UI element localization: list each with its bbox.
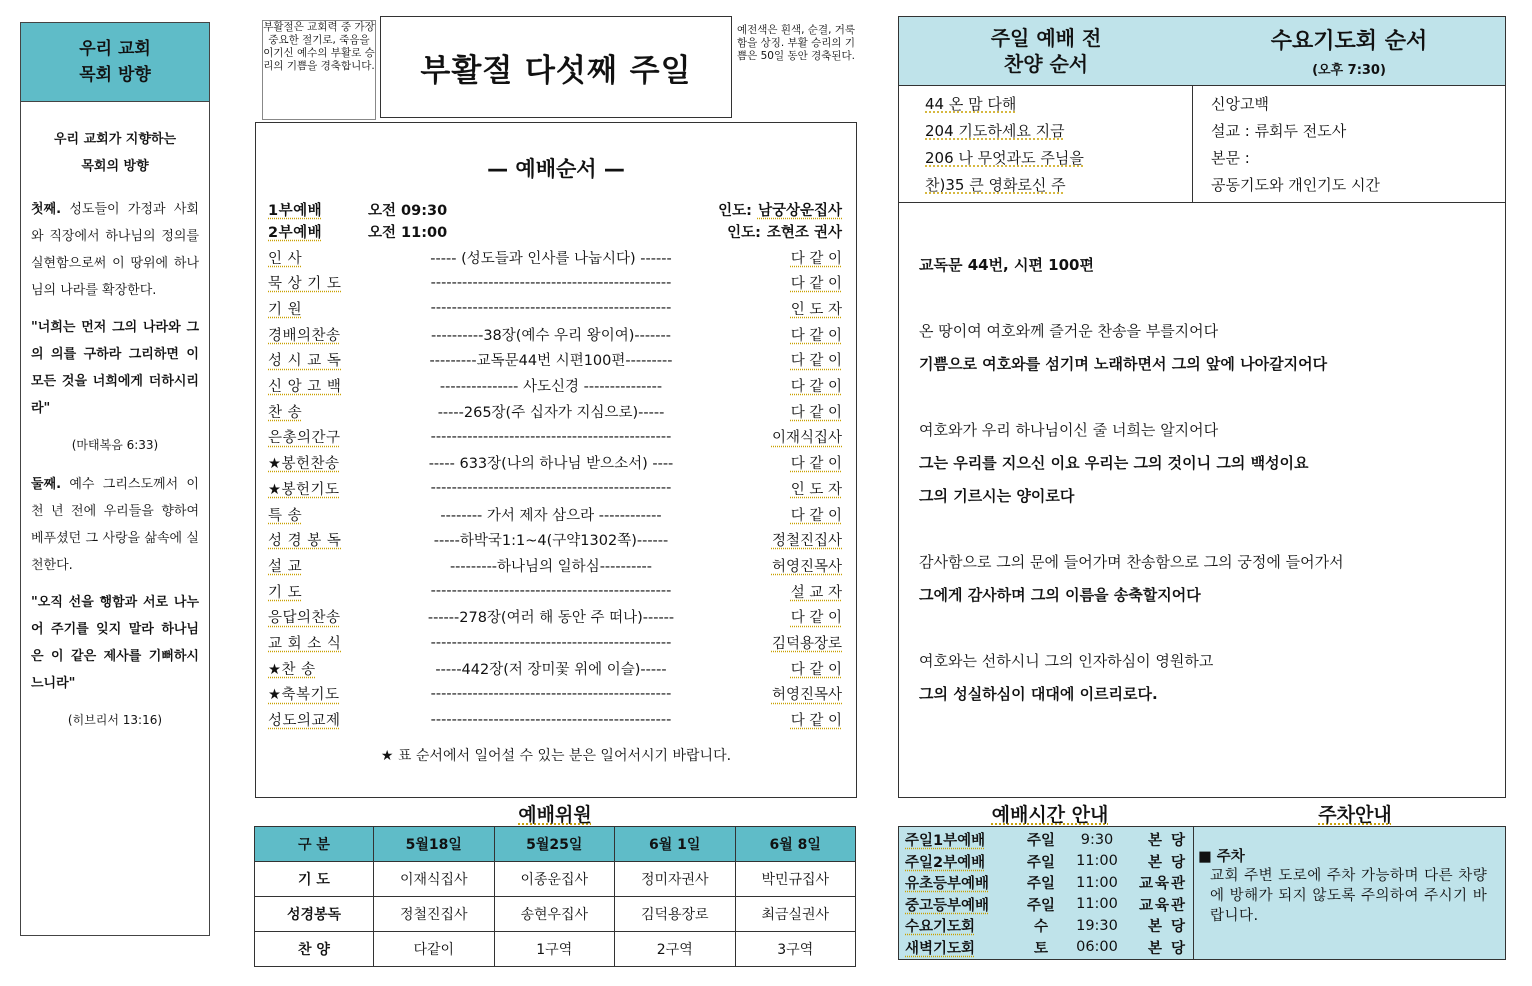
order-item-label: 찬 송 (268, 404, 303, 421)
order-item-leader: 정철진집사 (771, 533, 842, 550)
wednesday-item: 설교 : 류회두 전도사 (1211, 122, 1347, 140)
page-title: 부활절 다섯째 주일 (380, 16, 732, 118)
wednesday-heading (1193, 17, 1505, 86)
worship-order (255, 122, 857, 798)
liturgical-color-note: 예전색은 흰색, 순결, 거룩함을 상징. 부활 승리의 기쁨은 50일 동안 경축된다. (736, 24, 856, 62)
order-item-leader: 이재식집사 (771, 430, 842, 447)
order-item-label: 경배의찬송 (268, 327, 341, 344)
order-item-leader: 다 같 이 (790, 353, 842, 370)
order-item-detail: ----------38장(예수 우리 왕이여)------- (431, 327, 671, 344)
order-item (268, 476, 842, 500)
committee-row (255, 862, 856, 897)
reading-title: 교독문 44번, 시편 100편 (919, 256, 1094, 274)
service-time-row (905, 829, 1187, 851)
order-item (268, 553, 842, 577)
order-item (268, 579, 842, 603)
reading-line: 그는 우리를 지으신 이요 우리는 그의 것이니 그의 백성이요 (919, 454, 1309, 472)
order-item-detail: ---------교독문44번 시편100편--------- (429, 353, 673, 370)
order-item (268, 374, 842, 398)
mission-second-quote: "오직 선을 행함과 서로 나누어 주기를 잊지 말라 하나님은 이 같은 제사를 기뻐하시느니라" (31, 595, 199, 691)
mission-second-label: 둘째. (31, 477, 62, 492)
committee-row (255, 897, 856, 932)
committee-table (254, 826, 856, 967)
order-item-detail: ---------------------------------------------- (430, 428, 672, 445)
order-item-detail: -----하박국1:1~4(구약1302쪽)------ (433, 533, 669, 550)
order-item-label: 성 시 교 독 (268, 353, 342, 370)
order-item (268, 708, 842, 732)
service-1-row (268, 197, 842, 221)
order-item-detail: ---------하나님의 일하심---------- (449, 558, 653, 575)
order-item-label: 기 원 (268, 301, 303, 318)
committee-member: 김덕용장로 (615, 897, 736, 932)
reading-spacer (919, 282, 1485, 315)
order-item-detail: ---------------------------------------------- (430, 480, 672, 497)
order-item-detail: ----- (성도들과 인사를 나눕시다) ------ (430, 250, 672, 267)
service-time-row (905, 851, 1187, 873)
committee-member: 2구역 (615, 932, 736, 967)
wednesday-order-list (1193, 85, 1505, 203)
order-item-detail: ------278장(여러 해 동안 주 떠나)------ (427, 610, 675, 627)
reading-line: 감사함으로 그의 문에 들어가며 찬송함으로 그의 궁정에 들어가서 (919, 553, 1344, 571)
service-time: 19:30 (1076, 917, 1118, 934)
mission-panel (20, 22, 210, 936)
committee-member: 이종운집사 (494, 862, 615, 897)
parking-text: 교회 주변 도로에 주차 가능하며 다른 차량에 방해가 되지 않도록 주의하여 주시기 바랍니다. (1210, 868, 1488, 924)
order-item-leader: 설 교 자 (790, 584, 842, 601)
order-item-detail: ---------------------------------------------- (430, 634, 672, 651)
order-item (268, 245, 842, 269)
order-item-detail: ---------------------------------------------- (430, 300, 672, 317)
service-day: 토 (1033, 940, 1048, 957)
order-item (268, 399, 842, 423)
committee-body (255, 862, 856, 967)
order-item-leader: 다 같 이 (790, 713, 842, 730)
order-item-detail: --------------- 사도신경 --------------- (439, 379, 663, 395)
order-item-label: 묵 상 기 도 (268, 276, 342, 293)
committee-member: 박민규집사 (735, 862, 856, 897)
order-item-label: 설 교 (268, 558, 303, 575)
responsive-reading (919, 249, 1485, 711)
committee-member: 1구역 (494, 932, 615, 967)
service-time-row (905, 915, 1187, 937)
order-item-label: 성도의교제 (268, 713, 341, 730)
praise-heading-line1: 주일 예배 전 (990, 26, 1102, 50)
mission-second-text: 예수 그리스도께서 이천 년 전에 우리들을 향하여 베푸셨던 그 사랑을 삶속에 실천한다. (31, 477, 199, 573)
mission-first (31, 196, 199, 304)
service-times (898, 826, 1194, 960)
order-item-leader: 김덕용장로 (771, 636, 842, 652)
service-time: 11:00 (1076, 874, 1118, 891)
service-name: 주일2부예배 (905, 854, 986, 871)
service-name: 새벽기도회 (905, 940, 976, 957)
order-item-detail: ---------------------------------------------- (430, 711, 672, 728)
order-item (268, 322, 842, 346)
service-name: 유초등부예배 (905, 876, 990, 893)
order-item (268, 296, 842, 320)
service-2-leader: 조현조 권사 (766, 224, 842, 241)
committee-header-cell: 6월 1일 (615, 827, 736, 862)
committee-header-cell: 6월 8일 (735, 827, 856, 862)
service-place: 본 당 (1147, 919, 1187, 936)
mission-second-ref: (히브리서 13:16) (67, 713, 163, 727)
service-2-label: 2부예배 (268, 224, 323, 241)
order-item (268, 631, 842, 655)
mission-heading-line1: 우리 교회 (79, 39, 151, 59)
mission-first-label: 첫째. (31, 202, 62, 217)
wednesday-subtitle: (오후 7:30) (1312, 63, 1386, 78)
order-item-leader: 다 같 이 (790, 661, 842, 678)
committee-row (255, 932, 856, 967)
order-item-leader: 다 같 이 (790, 276, 842, 293)
praise-song: 찬)35 큰 영화로신 주 (925, 176, 1066, 194)
right-panel (898, 16, 1506, 798)
order-item-label: ★봉헌찬송 (268, 456, 340, 473)
order-item-label: 신 앙 고 백 (268, 379, 342, 395)
order-item-leader: 다 같 이 (790, 327, 842, 344)
service-name: 수요기도회 (905, 919, 976, 936)
order-item-label: ★봉헌기도 (268, 481, 340, 498)
order-item (268, 528, 842, 552)
times-title: 예배시간 안내 (991, 804, 1109, 826)
praise-song: 206 나 무엇과도 주님을 (925, 149, 1084, 167)
reading-line: 여호와가 우리 하나님이신 줄 너희는 알지어다 (919, 421, 1219, 439)
order-item-label: 응답의찬송 (268, 610, 341, 627)
service-place: 본 당 (1147, 854, 1187, 871)
service-day: 주일 (1026, 854, 1055, 871)
reading-line: 그의 기르시는 양이로다 (919, 487, 1075, 505)
service-1-label: 1부예배 (268, 202, 323, 219)
service-day: 주일 (1026, 897, 1055, 914)
order-item (268, 682, 842, 706)
mission-intro-2: 목회의 방향 (81, 159, 149, 174)
service-time-row (905, 894, 1187, 916)
service-time: 11:00 (1076, 853, 1118, 870)
order-item-detail: ----- 633장(나의 하나님 받으소서) ---- (428, 456, 674, 473)
order-item-leader: 다 같 이 (790, 610, 842, 627)
order-item-detail: -----265장(주 십자가 지심으로)----- (437, 404, 665, 421)
service-place: 교육관 (1138, 897, 1187, 914)
committee-title: 예배위원 (518, 804, 592, 826)
order-item-leader: 허영진목사 (771, 687, 842, 704)
reading-line: 그의 성실하심이 대대에 이르리로다. (919, 685, 1158, 703)
service-2-row (268, 219, 842, 243)
committee-member: 정철진집사 (374, 897, 495, 932)
mission-second (31, 471, 199, 579)
service-day: 수 (1033, 919, 1048, 936)
service-day: 주일 (1026, 833, 1055, 850)
committee-header-cell: 5월25일 (494, 827, 615, 862)
mission-body (21, 102, 209, 756)
standing-footnote: ★ 표 순서에서 일어설 수 있는 분은 일어서시기 바랍니다. (380, 748, 732, 764)
mission-intro-1: 우리 교회가 지향하는 (53, 132, 177, 147)
committee-role: 기 도 (255, 862, 374, 897)
order-item-label: 인 사 (268, 250, 303, 267)
committee-member: 송현우집사 (494, 897, 615, 932)
service-time-row (905, 937, 1187, 959)
mission-heading (21, 23, 209, 102)
order-item-label: 특 송 (268, 507, 303, 524)
service-place: 교육관 (1138, 876, 1187, 893)
committee-member: 다같이 (374, 932, 495, 967)
order-item-leader: 인 도 자 (790, 301, 842, 318)
wednesday-title: 수요기도회 순서 (1270, 29, 1428, 54)
order-item-label: ★축복기도 (268, 687, 340, 704)
wednesday-item: 공동기도와 개인기도 시간 (1211, 176, 1380, 194)
service-2-leader-label: 인도: (727, 224, 761, 241)
praise-song-list (899, 85, 1193, 203)
order-item-leader: 인 도 자 (790, 481, 842, 498)
order-item (268, 605, 842, 629)
order-item (268, 348, 842, 372)
order-item-label: 교 회 소 식 (268, 636, 342, 652)
committee-member: 이재식집사 (374, 862, 495, 897)
order-item (268, 502, 842, 526)
order-item (268, 656, 842, 680)
service-day: 주일 (1026, 876, 1055, 893)
praise-song: 44 온 맘 다해 (925, 95, 1017, 113)
reading-line: 기쁨으로 여호와를 섬기며 노래하면서 그의 앞에 나아갈지어다 (919, 355, 1328, 373)
order-item-leader: 다 같 이 (790, 250, 842, 267)
order-item-leader: 다 같 이 (790, 404, 842, 421)
order-item-label: 은총의간구 (268, 430, 341, 447)
order-item-leader: 다 같 이 (790, 507, 842, 524)
reading-line (919, 612, 1485, 645)
easter-note: 부활절은 교회력 중 가장 중요한 절기로, 죽음을 이기신 예수의 부활로 승리의 기쁨을 경축합니다. (262, 20, 376, 120)
praise-heading-line2: 찬양 순서 (1003, 52, 1089, 76)
order-item (268, 271, 842, 295)
praise-song: 204 기도하세요 지금 (925, 122, 1065, 140)
service-time: 11:00 (1076, 896, 1118, 913)
order-item-detail: ---------------------------------------------- (430, 685, 672, 702)
service-name: 주일1부예배 (905, 833, 986, 850)
mission-first-quote: "너희는 먼저 그의 나라와 그의 의를 구하라 그리하면 이 모든 것을 너희에게 더하시리라" (31, 320, 199, 416)
wednesday-item: 신앙고백 (1211, 95, 1269, 113)
service-time: 9:30 (1080, 831, 1114, 848)
order-item-label: 기 도 (268, 584, 303, 601)
worship-order-title: — 예배순서 — (487, 157, 625, 181)
order-item-detail: -----442장(저 장미꽃 위에 이슬)----- (435, 661, 667, 678)
order-item-leader: 허영진목사 (771, 558, 842, 575)
committee-header-cell: 5월18일 (374, 827, 495, 862)
parking-info (1194, 826, 1506, 960)
reading-line: 온 땅이여 여호와께 즐거운 찬송을 부를지어다 (919, 322, 1219, 340)
service-place: 본 당 (1147, 833, 1187, 850)
order-item-label: 성 경 봉 독 (268, 533, 342, 550)
committee-header-row (255, 827, 856, 862)
service-2-time: 오전 11:00 (368, 224, 448, 241)
order-item-leader: 다 같 이 (790, 379, 842, 395)
reading-line (919, 381, 1485, 414)
service-1-time: 오전 09:30 (368, 202, 448, 219)
praise-heading (899, 17, 1194, 86)
service-1-leader-label: 인도: (718, 202, 752, 219)
mission-heading-line2: 목회 방향 (79, 65, 151, 85)
committee-role: 성경봉독 (255, 897, 374, 932)
order-item-detail: ---------------------------------------------- (430, 583, 672, 600)
service-1-leader: 남궁상운집사 (757, 202, 842, 219)
service-place: 본 당 (1147, 940, 1187, 957)
mission-first-text: 성도들이 가정과 사회와 직장에서 하나님의 정의를 실현함으로써 이 땅위에 하나님의 나라를 확장한다. (31, 202, 199, 298)
reading-line: 여호와는 선하시니 그의 인자하심이 영원하고 (919, 652, 1214, 670)
committee-member: 정미자권사 (615, 862, 736, 897)
committee-role: 찬 양 (255, 932, 374, 967)
order-item-detail: -------- 가서 제자 삼으라 ------------ (440, 507, 662, 524)
committee-member: 3구역 (735, 932, 856, 967)
order-item-detail: ---------------------------------------------- (430, 274, 672, 291)
parking-heading: ■ 주차 (1198, 849, 1245, 865)
order-item (268, 425, 842, 449)
order-item (268, 451, 842, 475)
wednesday-item: 본문 : (1211, 149, 1250, 167)
order-item-leader: 다 같 이 (790, 456, 842, 473)
parking-title: 주차안내 (1318, 804, 1392, 826)
reading-line (919, 513, 1485, 546)
committee-member: 최금실권사 (735, 897, 856, 932)
order-item-label: ★찬 송 (268, 661, 316, 678)
service-name: 중고등부예배 (905, 897, 990, 914)
reading-line: 그에게 감사하며 그의 이름을 송축할지어다 (919, 586, 1201, 604)
service-time-row (905, 872, 1187, 894)
committee-header-cell: 구 분 (255, 827, 374, 862)
mission-first-ref: (마태복음 6:33) (71, 438, 159, 452)
service-time: 06:00 (1076, 939, 1118, 956)
